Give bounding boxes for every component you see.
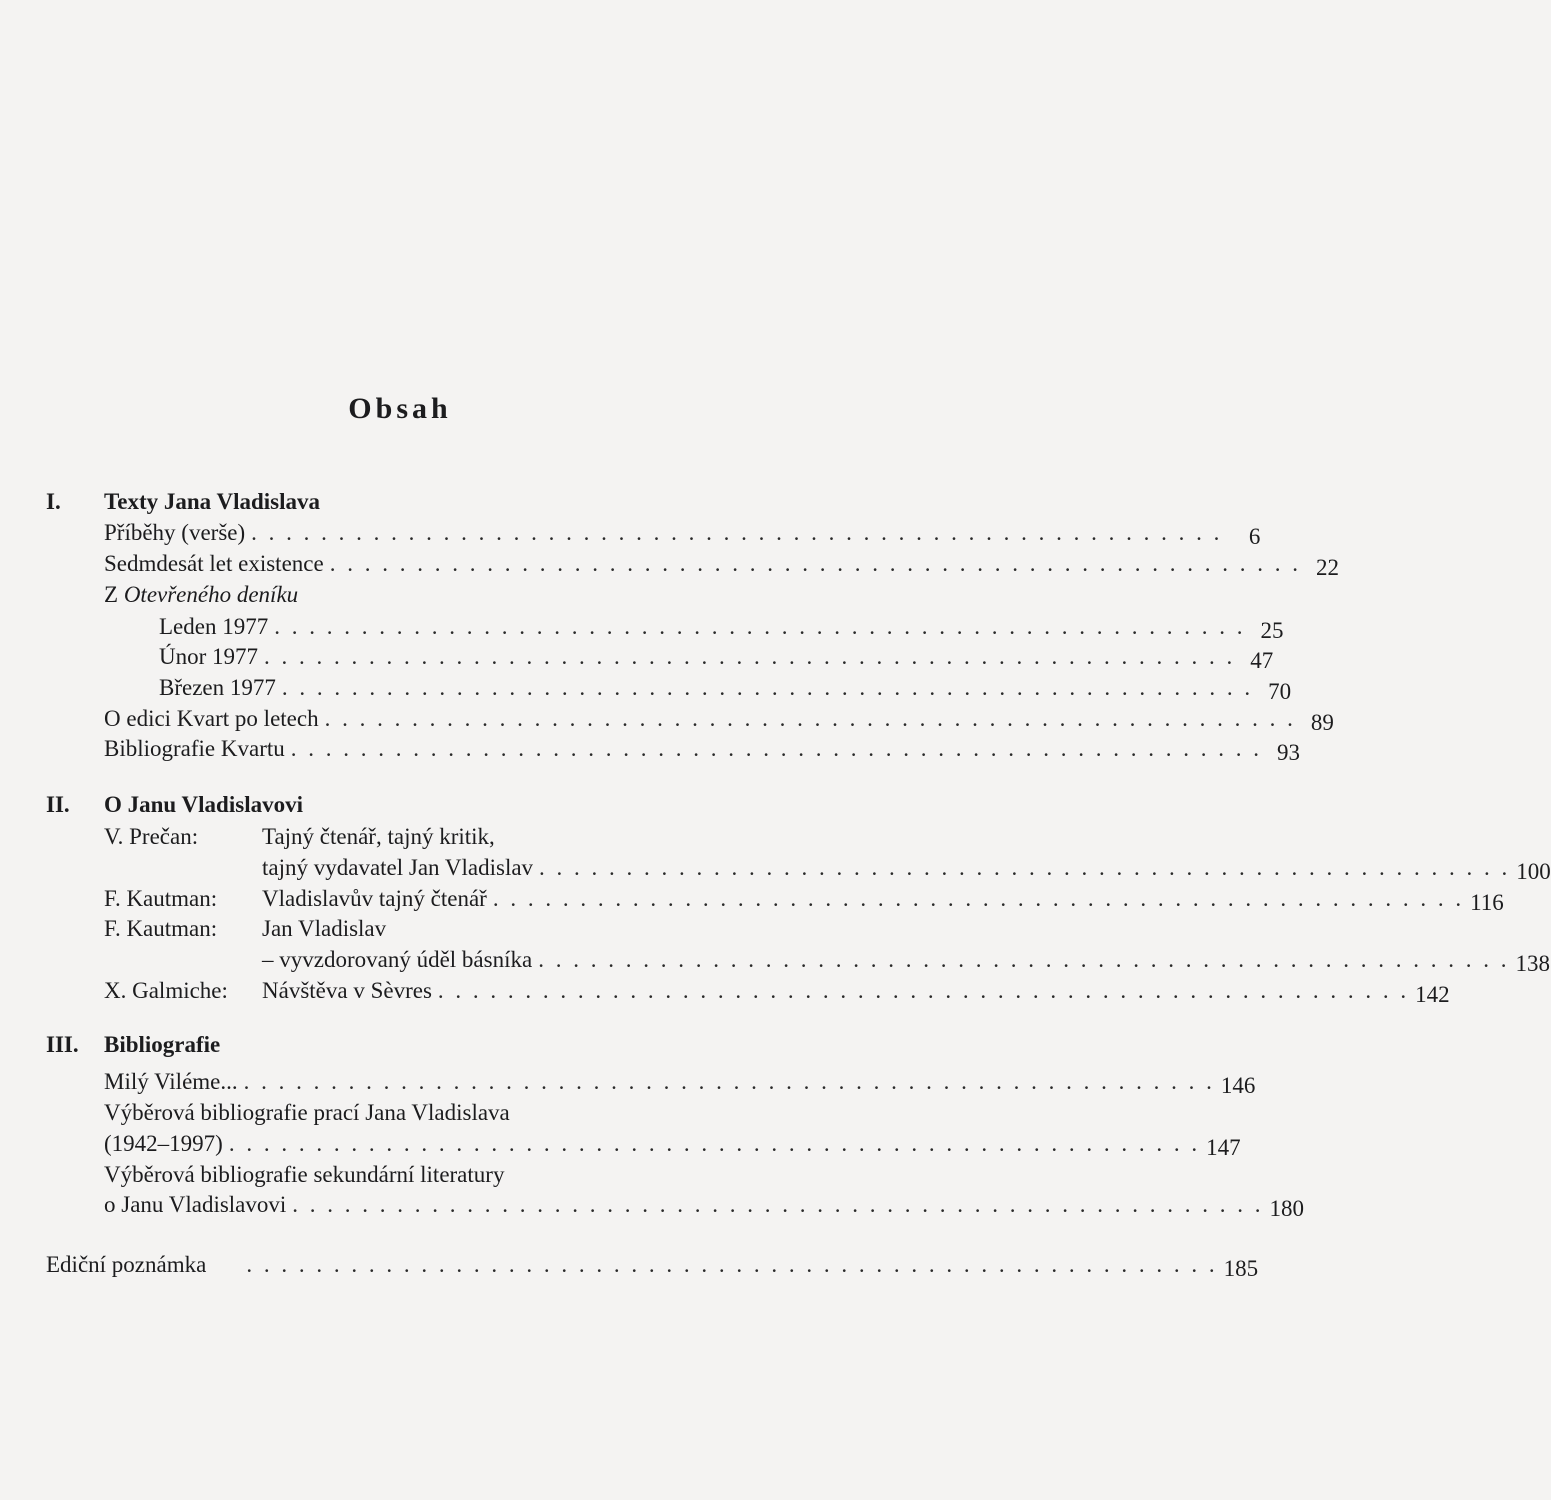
entry-title-italic: Otevřeného deníku (123, 582, 299, 607)
dot-leader: . . . . . . . . . . . . . . . . . . . . . . . . . . . . . . . . . . . . . . . . . . . . . . . . . . . . . . . . (539, 855, 1511, 880)
section-number: II. (46, 792, 70, 817)
page-title: Obsah (348, 392, 452, 425)
entry-title: Návštěva v Sèvres (262, 978, 432, 1003)
entry-title: Březen 1977 (159, 675, 276, 700)
entry-title: Leden 1977 (159, 614, 269, 639)
page-number: 25 (1260, 618, 1284, 643)
entry-title: Sedmdesát let existence (104, 551, 324, 576)
entry-prefix: Z (104, 582, 124, 607)
page-number: 147 (1206, 1135, 1241, 1160)
entry-title: Vladislavův tajný čtenář (262, 886, 487, 911)
entry-author: V. Prečan: (104, 824, 199, 849)
toc-entry (159, 642, 1274, 673)
section-heading-row (0, 1030, 760, 1060)
entry-title: Ediční poznámka (46, 1252, 207, 1277)
page-number: 180 (1269, 1196, 1305, 1221)
entry-title: Výběrová bibliografie sekundární literatury (104, 1162, 505, 1187)
page-number: 146 (1220, 1073, 1256, 1098)
toc-entry (104, 734, 1301, 765)
entry-title: o Janu Vladislavovi (104, 1192, 287, 1217)
entry-title: O edici Kvart po letech (104, 706, 319, 731)
entry-title: (1942–1997) (104, 1131, 223, 1156)
page-number: 185 (1223, 1256, 1259, 1281)
dot-leader: . . . . . . . . . . . . . . . . . . . . . . . . . . . . . . . . . . . . . . . . . . . . . . . . . . . . . . . . (264, 644, 1236, 669)
toc-entry (104, 914, 757, 944)
dot-leader: . . . . . . . . . . . . . . . . . . . . . . . . . . . . . . . . . . . . . . . . . . . . . . . . . . . . . . . . (492, 886, 1465, 911)
entry-title: Bibliografie Kvartu (104, 736, 285, 761)
dot-leader: . . . . . . . . . . . . . . . . . . . . . . . . . . . . . . . . . . . . . . . . . . . . . . . . . . . . . . . . (281, 675, 1254, 700)
section-heading-row (0, 790, 760, 820)
toc-entry (104, 1067, 1256, 1098)
entry-title: Tajný čtenář, tajný kritik, (262, 824, 495, 849)
page-number: 47 (1250, 648, 1274, 673)
dot-leader: . . . . . . . . . . . . . . . . . . . . . . . . . . . . . . . . . . . . . . . . . . . . . . . . . . . . . . . . (290, 736, 1263, 761)
page-number: 22 (1315, 555, 1339, 580)
page-number: 116 (1470, 890, 1504, 915)
toc-entry (104, 1098, 757, 1128)
section-number: III. (46, 1032, 79, 1057)
page-number: 138 (1515, 951, 1550, 976)
dot-leader: . . . . . . . . . . . . . . . . . . . . . . . . . . . . . . . . . . . . . . . . . . . . . . . . . . . . . . . . (274, 614, 1246, 639)
page-number: 93 (1277, 740, 1301, 765)
toc-entry (104, 549, 1339, 580)
dot-leader: . . . . . . . . . . . . . . . . . . . . . . . . . . . . . . . . . . . . . . . . . . . . . . . . . . . . . . . . (437, 978, 1410, 1003)
entry-title: Příběhy (verše) (104, 520, 246, 545)
toc-entry (104, 1160, 757, 1190)
toc-entry (104, 704, 1334, 735)
toc-entry (159, 673, 1292, 704)
dot-leader: . . . . . . . . . . . . . . . . . . . . . . . . . . . . . . . . . . . . . . . . . . . . . . . . . . . . . . . . (246, 1252, 1218, 1277)
entry-title: – vyvzdorovaný úděl básníka (262, 947, 533, 972)
dot-leader: . . . . . . . . . . . . . . . . . . . . . . . . . . . . . . . . . . . . . . . . . . . . . . . . . . . . . . . . (243, 1069, 1215, 1094)
entry-author: F. Kautman: (104, 916, 218, 941)
page-number: 70 (1268, 679, 1292, 704)
toc-entry (104, 976, 1450, 1007)
dot-leader: . . . . . . . . . . . . . . . . . . . . . . . . . . . . . . . . . . . . . . . . . . . . . . . . . . . . . . . . (292, 1192, 1264, 1217)
toc-entry (104, 1190, 1305, 1221)
toc-subheading (104, 580, 757, 610)
dot-leader: . . . . . . . . . . . . . . . . . . . . . . . . . . . . . . . . . . . . . . . . . . . . . . . . . . . . . . . . (228, 1131, 1201, 1156)
section-number: I. (46, 489, 61, 514)
toc-entry (159, 612, 1284, 643)
dot-leader: . . . . . . . . . . . . . . . . . . . . . . . . . . . . . . . . . . . . . . . . . . . . . . . . . . . . . . . . (538, 947, 1510, 972)
toc-entry-editorial-note (46, 1250, 1259, 1281)
page-number: 100 (1516, 859, 1551, 884)
toc-entry (104, 1129, 1241, 1160)
entry-title: Milý Viléme... (104, 1069, 238, 1094)
section-heading: Bibliografie (104, 1032, 221, 1057)
section-heading-row (0, 487, 760, 517)
dot-leader: . . . . . . . . . . . . . . . . . . . . . . . . . . . . . . . . . . . . . . . . . . . . . . . . . . . . . . . . (251, 520, 1223, 545)
entry-author: X. Galmiche: (104, 978, 228, 1003)
page-number: 142 (1415, 982, 1450, 1007)
toc-entry (104, 518, 1261, 549)
entry-title: Jan Vladislav (262, 916, 387, 941)
entry-title: Výběrová bibliografie prací Jana Vladislava (104, 1100, 510, 1125)
section-heading: Texty Jana Vladislava (104, 489, 320, 514)
entry-title: Únor 1977 (159, 644, 259, 669)
entry-author: F. Kautman: (104, 886, 218, 911)
dot-leader: . . . . . . . . . . . . . . . . . . . . . . . . . . . . . . . . . . . . . . . . . . . . . . . . . . . . . . . . (324, 706, 1296, 731)
section-heading: O Janu Vladislavovi (104, 792, 303, 817)
page-number: 89 (1310, 710, 1334, 735)
toc-entry (262, 853, 1551, 884)
toc-entry (104, 822, 757, 852)
toc-entry (262, 945, 1550, 976)
page-number: 6 (1248, 524, 1261, 549)
entry-title: tajný vydavatel Jan Vladislav (262, 855, 534, 880)
dot-leader: . . . . . . . . . . . . . . . . . . . . . . . . . . . . . . . . . . . . . . . . . . . . . . . . . . . . . . . . (329, 551, 1301, 576)
toc-entry (104, 884, 1504, 915)
